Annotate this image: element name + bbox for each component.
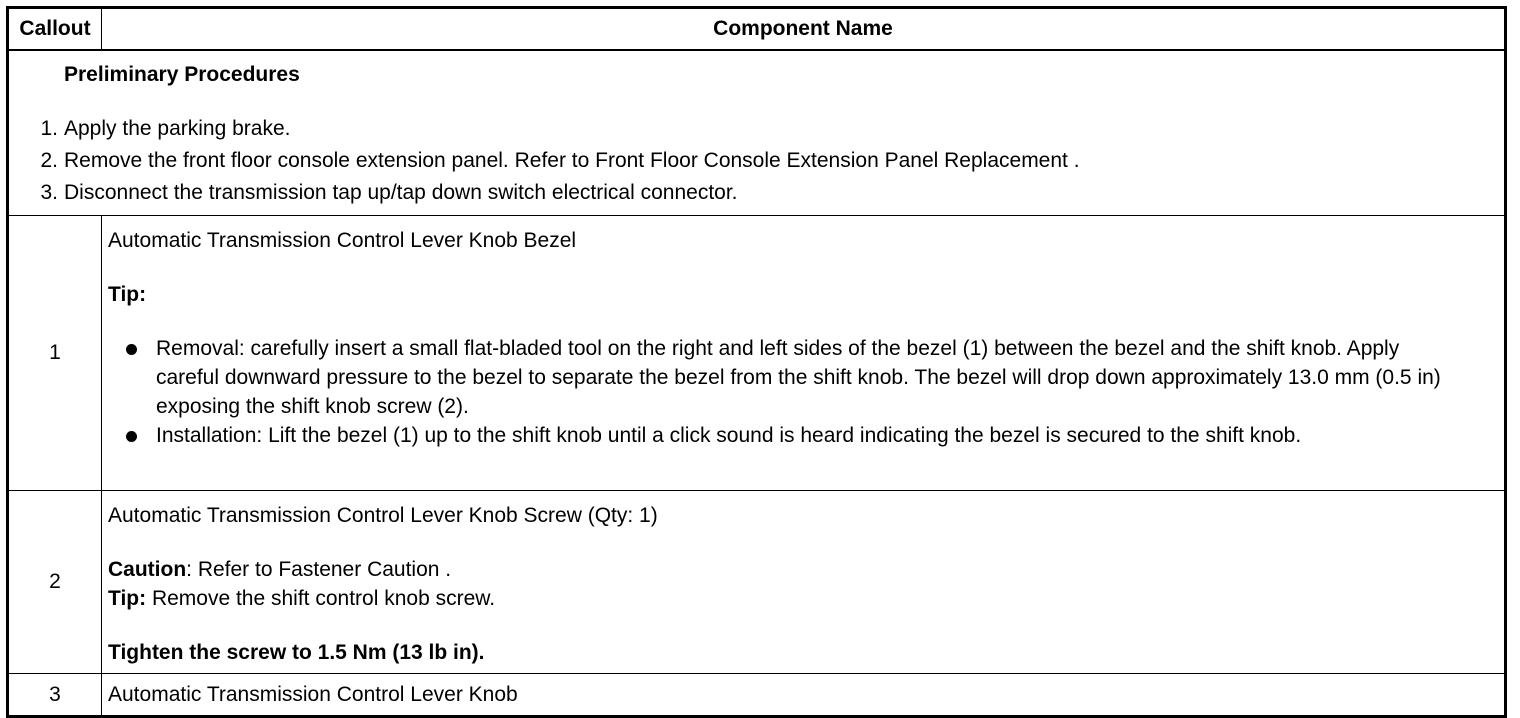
bullet-text: Installation: Lift the bezel (1) up to the shift knob until a click sound is heard indicating the bezel is secured to the shift knob. <box>156 424 1302 447</box>
list-item <box>9 145 1504 177</box>
table-row <box>8 674 1506 717</box>
header-row <box>8 8 1506 51</box>
tip-line <box>108 584 1498 613</box>
header-callout: Callout <box>8 8 102 51</box>
caution-text: : Refer to Fastener Caution . <box>186 558 452 581</box>
component-name: Automatic Transmission Control Lever Knob Bezel <box>108 229 577 252</box>
list-item <box>9 177 1504 209</box>
bullet-text: Removal: carefully insert a small flat-bladed tool on the right and left sides of the bezel (1) between the bezel and the shift knob. Apply careful downward pressure to the bezel to separate the bezel from the shift knob. The bezel will drop down approximately 13.0 mm (0.5 in) exposing the shift knob screw (2). <box>156 337 1441 418</box>
tip-bullets <box>108 334 1498 450</box>
table-row <box>8 491 1506 674</box>
callout-number: 2 <box>8 491 102 674</box>
component-name: Automatic Transmission Control Lever Knob Screw (Qty: 1) <box>108 504 658 527</box>
list-item <box>108 334 1498 421</box>
preliminary-steps <box>9 113 1504 209</box>
component-name: Automatic Transmission Control Lever Knob <box>102 674 1506 717</box>
tip-text: Remove the shift control knob screw. <box>146 587 496 610</box>
bullet-icon <box>108 421 156 450</box>
step-number: 3. <box>40 181 58 204</box>
step-number: 2. <box>40 149 58 172</box>
step-text: Disconnect the transmission tap up/tap down switch electrical connector. <box>64 181 738 204</box>
header-component-name: Component Name <box>102 8 1506 51</box>
table-row <box>8 216 1506 491</box>
preliminary-title: Preliminary Procedures <box>64 63 300 86</box>
callout-number: 3 <box>8 674 102 717</box>
caution-line <box>108 555 1498 584</box>
bullet-icon <box>108 334 156 421</box>
caution-label: Caution <box>108 558 187 581</box>
component-cell <box>102 216 1506 491</box>
component-cell <box>102 491 1506 674</box>
preliminary-row <box>8 50 1506 216</box>
preliminary-cell <box>8 50 1506 216</box>
callout-number: 1 <box>8 216 102 491</box>
tip-label: Tip: <box>108 283 147 306</box>
step-text: Remove the front floor console extension panel. Refer to Front Floor Console Extension Panel Replacement . <box>64 149 1080 172</box>
step-text: Apply the parking brake. <box>64 117 291 140</box>
step-number: 1. <box>40 117 58 140</box>
list-item <box>9 113 1504 145</box>
torque-spec: Tighten the screw to 1.5 Nm (13 lb in). <box>108 641 485 664</box>
component-table <box>6 6 1507 718</box>
tip-label: Tip: <box>108 587 147 610</box>
list-item <box>108 421 1498 450</box>
